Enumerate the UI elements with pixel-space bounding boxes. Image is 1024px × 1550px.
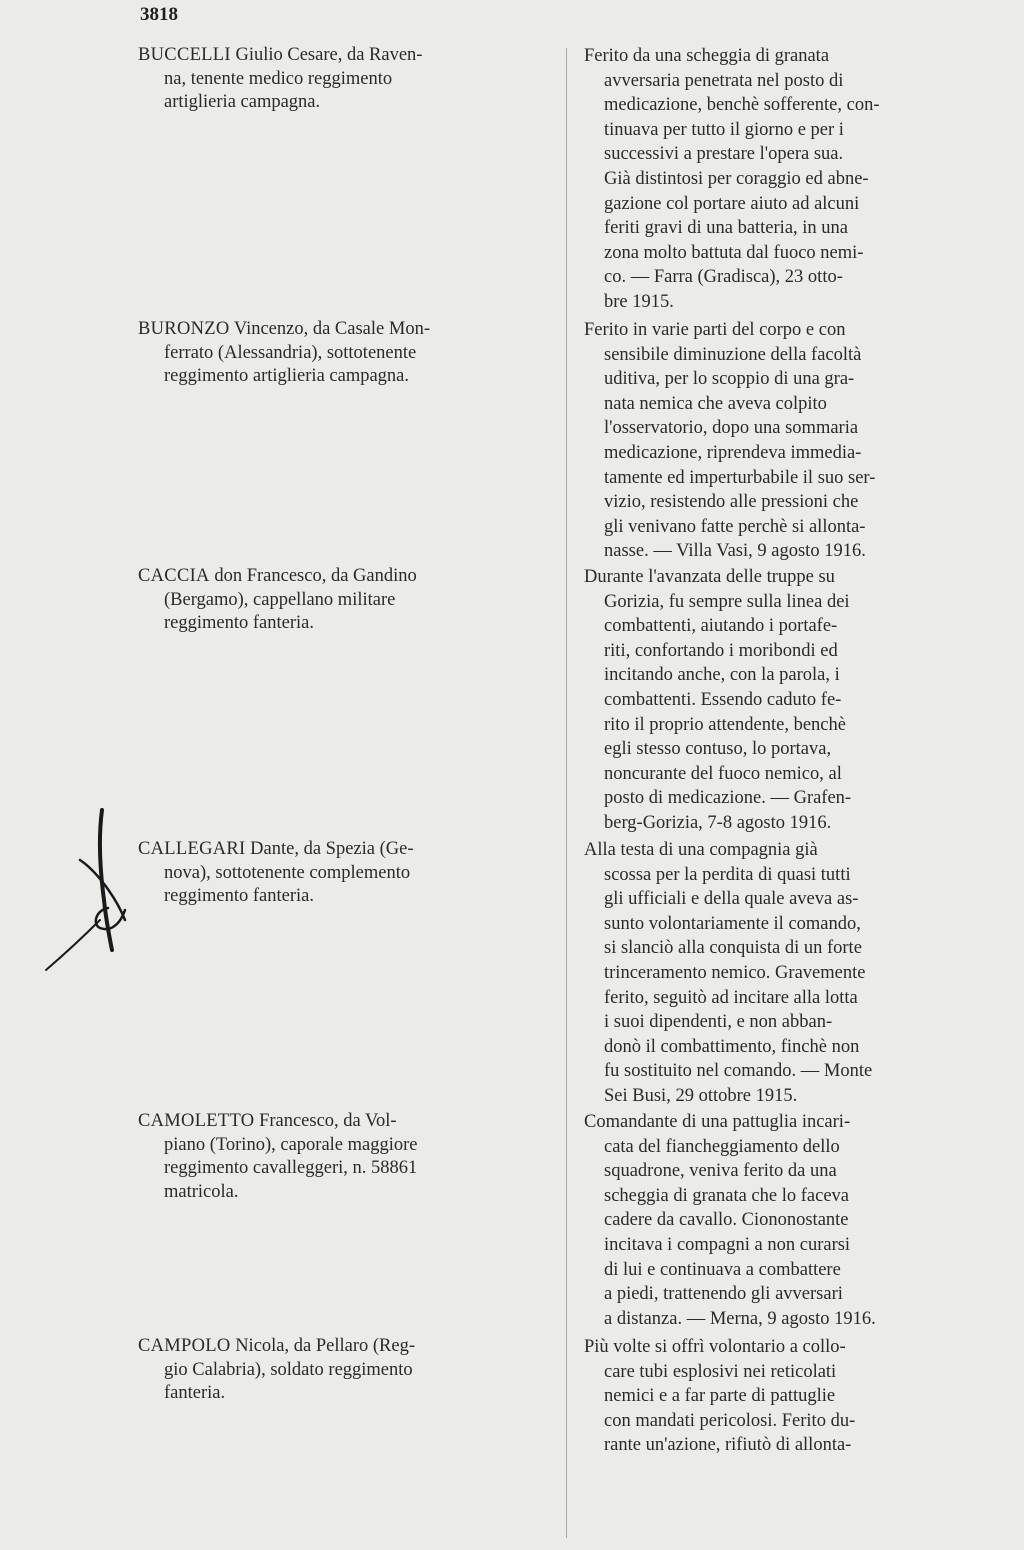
- entry-2-citation-line: uditiva, per lo scoppio di una gra-: [604, 369, 855, 390]
- entry-4-citation-line: donò il combattimento, finchè non: [604, 1036, 860, 1057]
- entry-6-name-line-1: CAMPOLO Nicola, da Pellaro (Reg-: [138, 1336, 415, 1356]
- entry-4-citation-line: scossa per la perdita di quasi tutti: [604, 864, 851, 885]
- entry-6-name-line-3: fanteria.: [164, 1383, 226, 1403]
- entry-1-citation-line: gazione col portare aiuto ad alcuni: [604, 193, 860, 214]
- entry-6-citation-line: Più volte si offrì volontario a collo-: [584, 1337, 846, 1357]
- entry-6-citation-line: con mandati pericolosi. Ferito du-: [604, 1410, 856, 1431]
- entry-1-citation-line: co. — Farra (Gradisca), 23 otto-: [604, 267, 843, 288]
- entry-3-citation: [584, 565, 984, 836]
- entry-2-citation-line: nata nemica che aveva colpito: [604, 393, 827, 414]
- entry-3-citation-line: riti, confortando i moribondi ed: [604, 640, 838, 661]
- entry-3-citation-line: berg-Gorizia, 7-8 agosto 1916.: [604, 812, 832, 833]
- entry-1-citation-line: successivi a prestare l'opera sua.: [604, 144, 844, 165]
- entry-1-citation: [584, 44, 984, 315]
- entry-4-name-line-3: reggimento fanteria.: [164, 886, 314, 906]
- entry-1-citation-line: medicazione, benchè sofferente, con-: [604, 95, 880, 116]
- entry-3-citation-line: rito il proprio attendente, benchè: [604, 714, 846, 735]
- entry-2-citation-line: l'osservatorio, dopo una sommaria: [604, 418, 859, 439]
- entry-5-name-line-1: CAMOLETTO Francesco, da Vol-: [138, 1111, 397, 1131]
- entry-3-name-line-3: reggimento fanteria.: [164, 613, 314, 633]
- entry-2-citation-line: Ferito in varie parti del corpo e con: [584, 320, 846, 340]
- entry-3-citation-line: noncurante del fuoco nemico, al: [604, 763, 842, 784]
- page-number: 3818: [140, 4, 178, 25]
- entry-4-citation-line: fu sostituito nel comando. — Monte: [604, 1061, 873, 1082]
- entry-6-citation: [584, 1335, 984, 1458]
- entry-4-name-line-1: CALLEGARI Dante, da Spezia (Ge-: [138, 839, 414, 859]
- entry-5-citation-line: incitava i compagni a non curarsi: [604, 1234, 851, 1255]
- entry-1-citation-line: zona molto battuta dal fuoco nemi-: [604, 242, 864, 263]
- entry-4-citation-line: ferito, seguitò ad incitare alla lotta: [604, 987, 858, 1008]
- entry-5-citation-line: squadrone, veniva ferito da una: [604, 1161, 837, 1182]
- entry-6-citation-line: nemici e a far parte di pattuglie: [604, 1386, 836, 1407]
- entry-2-name-line-1: BURONZO Vincenzo, da Casale Mon-: [138, 319, 430, 339]
- entry-1-citation-line: bre 1915.: [604, 291, 674, 312]
- entry-3-name-line-1: CACCIA don Francesco, da Gandino: [138, 566, 417, 586]
- entry-5-citation-line: a distanza. — Merna, 9 agosto 1916.: [604, 1308, 876, 1329]
- entry-5-citation-line: di lui e continuava a combattere: [604, 1259, 841, 1280]
- entry-1-citation-line: avversaria penetrata nel posto di: [604, 70, 844, 91]
- entry-4-surname: CALLEGARI: [138, 839, 246, 859]
- entry-4-citation: [584, 838, 984, 1109]
- entry-2-name-line-2: ferrato (Alessandria), sottotenente: [164, 342, 417, 363]
- entry-1-citation-line: tinuava per tutto il giorno e per i: [604, 119, 844, 140]
- entry-1-name-line-1: BUCCELLI Giulio Cesare, da Raven-: [138, 45, 423, 65]
- entry-2-citation-line: vizio, resistendo alle pressioni che: [604, 492, 859, 513]
- entry-3-citation-line: incitando anche, con la parola, i: [604, 665, 840, 686]
- entry-1-citation-line: Già distintosi per coraggio ed abne-: [604, 168, 869, 189]
- entry-6-person: [138, 1335, 548, 1406]
- entry-5-person: [138, 1110, 548, 1204]
- entry-4-citation-line: Sei Busi, 29 ottobre 1915.: [604, 1085, 798, 1106]
- entry-3-citation-line: combattenti. Essendo caduto fe-: [604, 689, 842, 710]
- entry-5-citation-line: scheggia di granata che lo faceva: [604, 1185, 849, 1206]
- entry-6-name-line-2: gio Calabria), soldato reggimento: [164, 1359, 413, 1380]
- entry-2-citation-line: medicazione, riprendeva immedia-: [604, 442, 862, 463]
- entry-4-citation-line: Alla testa di una compagnia già: [584, 840, 818, 860]
- entry-5-surname: CAMOLETTO: [138, 1111, 255, 1131]
- entry-2-citation-line: sensibile diminuzione della facoltà: [604, 344, 862, 365]
- entry-4-person: [138, 838, 548, 909]
- entry-6-citation-line: rante un'azione, rifiutò di allonta-: [604, 1435, 852, 1456]
- entry-3-citation-line: Durante l'avanzata delle truppe su: [584, 567, 835, 587]
- entry-1-person: [138, 44, 548, 115]
- entry-3-citation-line: egli stesso contuso, lo portava,: [604, 739, 832, 760]
- entry-2-surname: BURONZO: [138, 319, 230, 339]
- entry-1-surname: BUCCELLI: [138, 45, 231, 65]
- entry-5-name-line-4: matricola.: [164, 1181, 239, 1202]
- entry-2-person: [138, 318, 548, 389]
- entry-5-citation-line: Comandante di una pattuglia incari-: [584, 1112, 851, 1132]
- entry-3-citation-line: combattenti, aiutando i portafe-: [604, 616, 838, 637]
- entry-6-surname: CAMPOLO: [138, 1336, 231, 1356]
- entry-3-person: [138, 565, 548, 636]
- entry-5-citation-line: cata del fiancheggiamento dello: [604, 1136, 840, 1157]
- entry-1-name-line-3: artiglieria campagna.: [164, 92, 321, 112]
- entry-2-citation-line: gli venivano fatte perchè si allonta-: [604, 516, 866, 537]
- entry-4-citation-line: si slanciò alla conquista di un forte: [604, 938, 862, 959]
- entry-3-citation-line: Gorizia, fu sempre sulla linea dei: [604, 591, 850, 612]
- entry-3-surname: CACCIA: [138, 566, 210, 586]
- entry-5-name-line-3: reggimento cavalleggeri, n. 58861: [164, 1158, 418, 1178]
- entry-2-citation: [584, 318, 984, 564]
- entry-2-name-line-3: reggimento artiglieria campagna.: [164, 366, 410, 386]
- entry-4-citation-line: trinceramento nemico. Gravemente: [604, 962, 866, 983]
- entry-3-citation-line: posto di medicazione. — Grafen-: [604, 788, 852, 809]
- entry-4-citation-line: i suoi dipendenti, e non abban-: [604, 1012, 833, 1033]
- handwritten-margin-mark: [40, 800, 140, 980]
- entry-2-citation-line: tamente ed imperturbabile il suo ser-: [604, 467, 876, 488]
- entry-4-citation-line: sunto volontariamente il comando,: [604, 913, 861, 934]
- entry-3-name-line-2: (Bergamo), cappellano militare: [164, 589, 396, 610]
- entry-5-name-line-2: piano (Torino), caporale maggiore: [164, 1134, 418, 1155]
- column-divider: [566, 48, 567, 1538]
- entry-5-citation: [584, 1110, 984, 1331]
- entry-1-name-line-2: na, tenente medico reggimento: [164, 68, 393, 89]
- entry-6-citation-line: care tubi esplosivi nei reticolati: [604, 1361, 837, 1382]
- entry-4-citation-line: gli ufficiali e della quale aveva as-: [604, 889, 859, 910]
- entry-5-citation-line: cadere da cavallo. Ciononostante: [604, 1210, 849, 1231]
- entry-1-citation-line: feriti gravi di una batteria, in una: [604, 218, 849, 239]
- entry-1-citation-line: Ferito da una scheggia di granata: [584, 46, 830, 66]
- entry-2-citation-line: nasse. — Villa Vasi, 9 agosto 1916.: [604, 541, 866, 562]
- entry-4-name-line-2: nova), sottotenente complemento: [164, 862, 411, 883]
- entry-5-citation-line: a piedi, trattenendo gli avversari: [604, 1284, 843, 1305]
